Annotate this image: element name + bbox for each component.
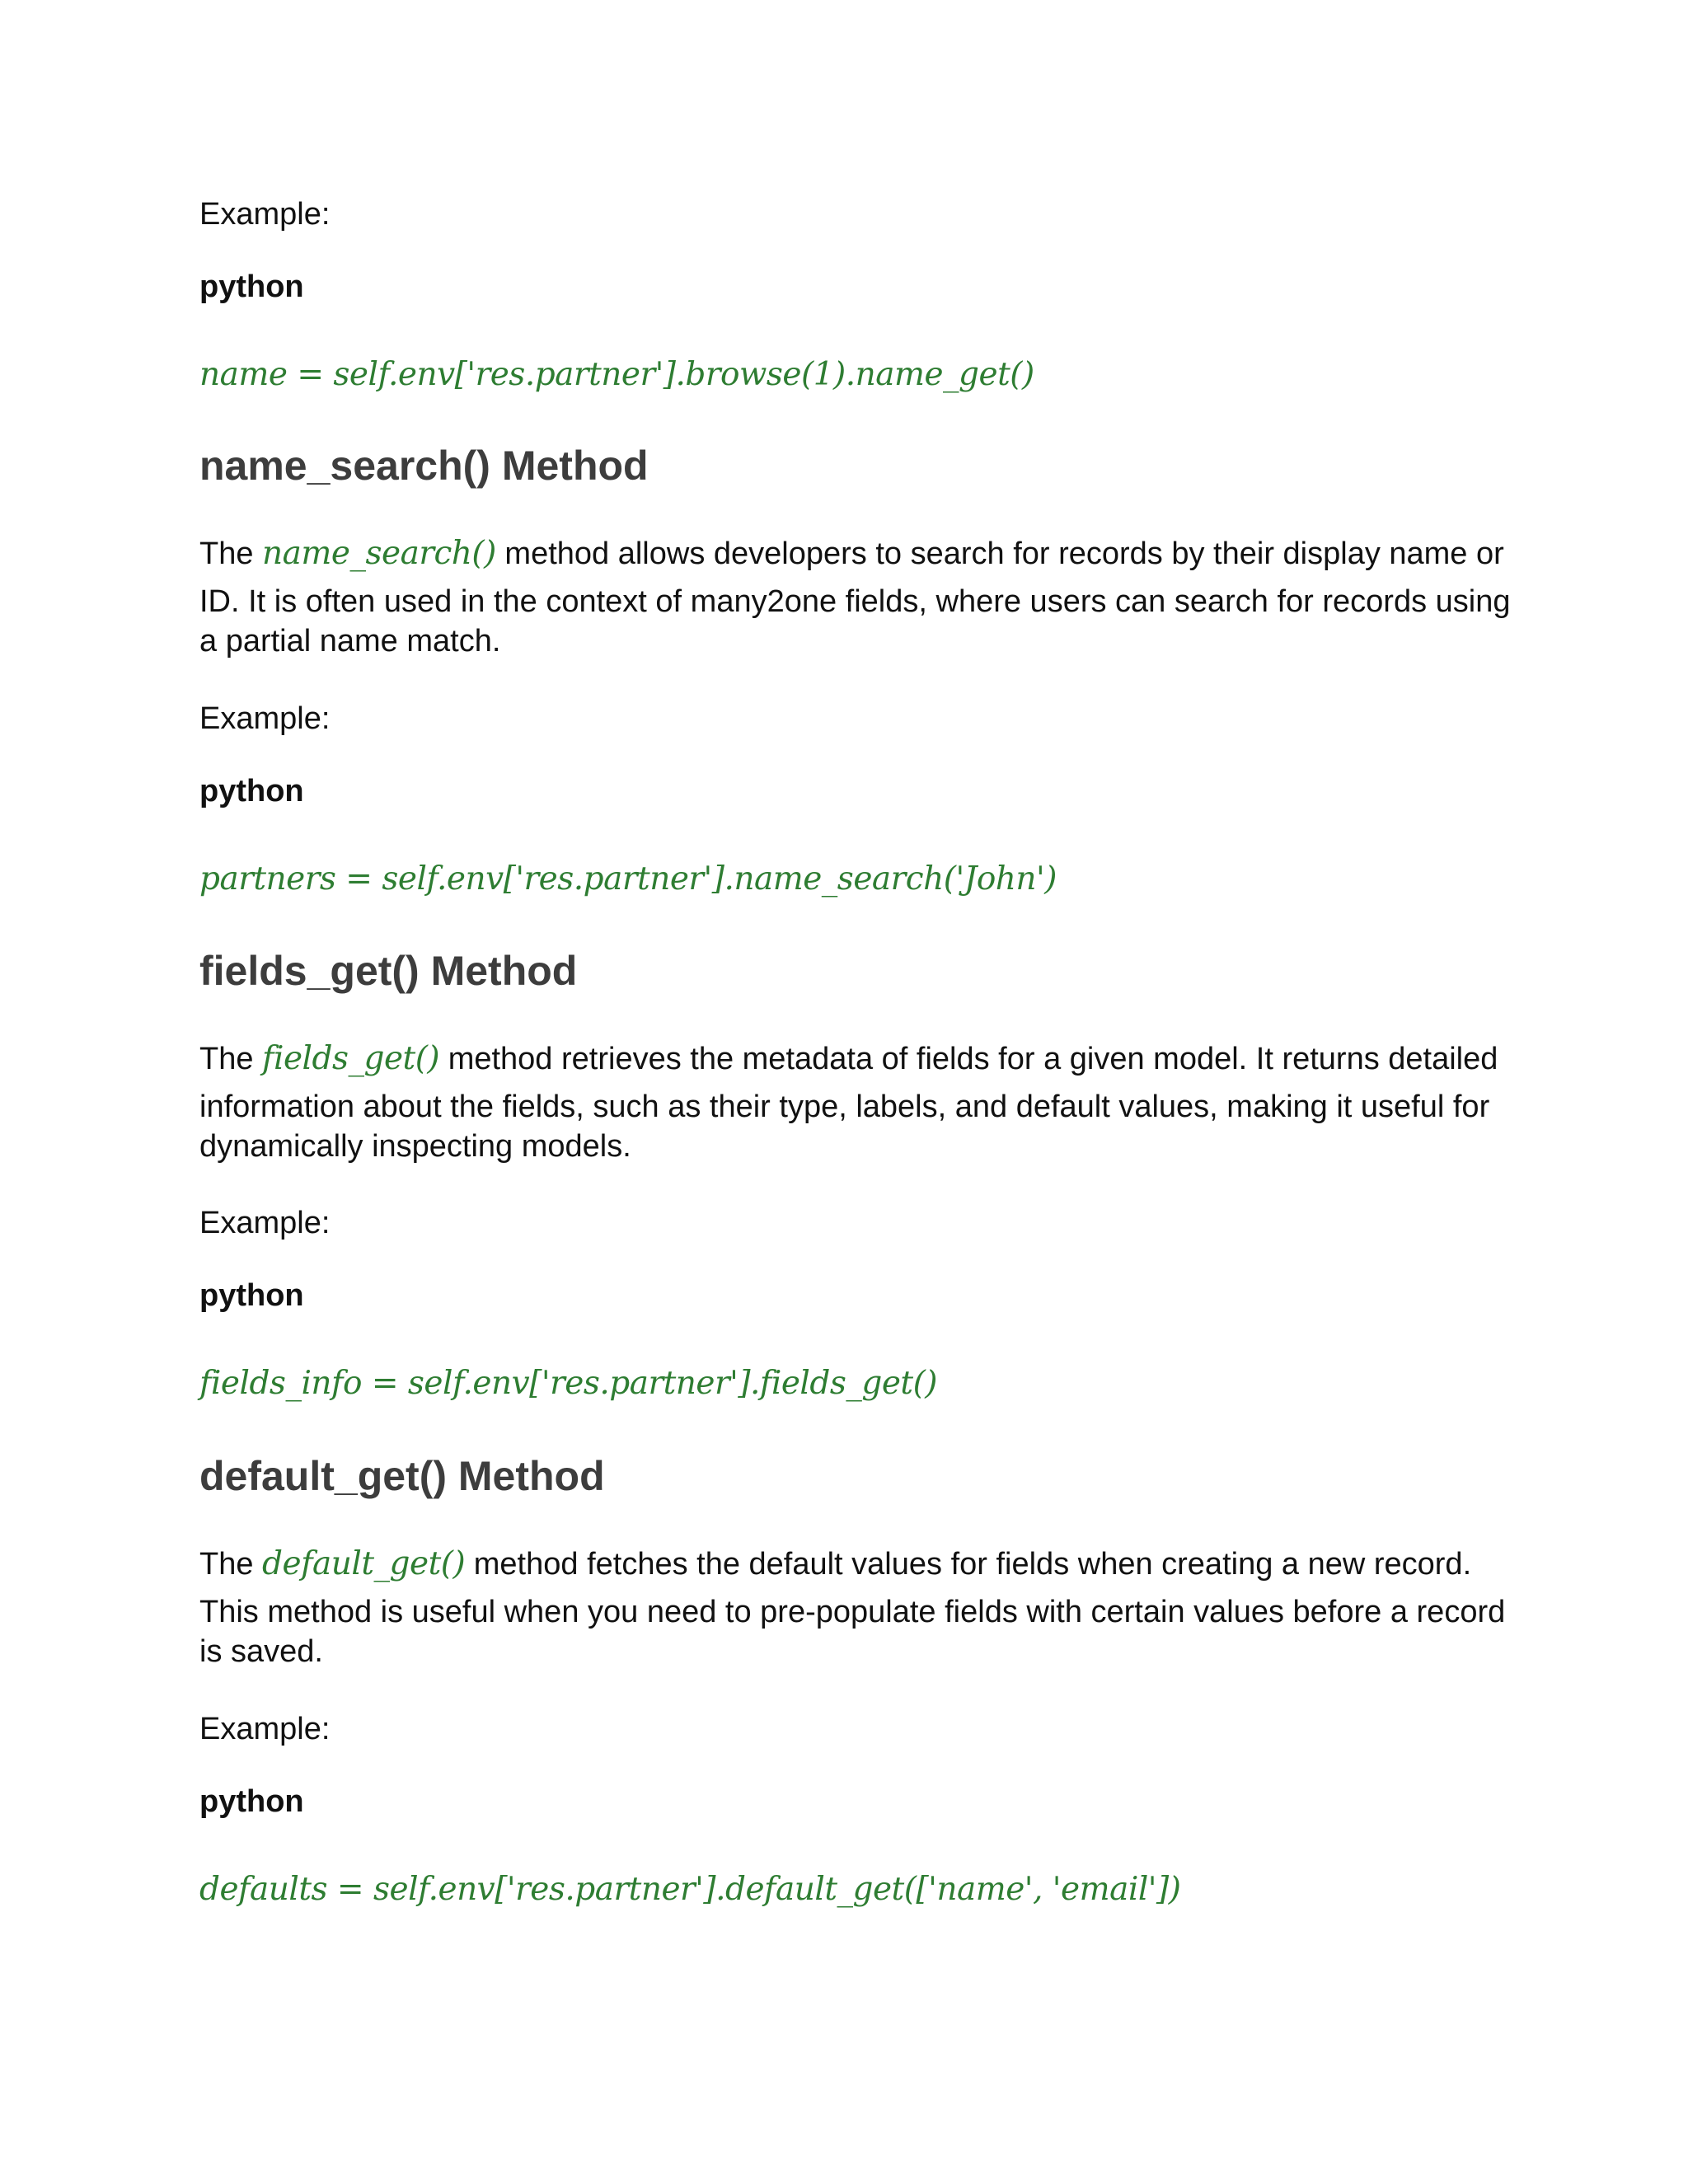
code-language-label: python bbox=[199, 1784, 304, 1819]
example-label: Example: bbox=[199, 197, 331, 232]
section-heading: default_get() Method bbox=[199, 1453, 605, 1499]
example-label: Example: bbox=[199, 1712, 331, 1746]
paragraph-line: is saved. bbox=[199, 1634, 323, 1669]
code-language-label: python bbox=[199, 774, 304, 808]
paragraph-line: This method is useful when you need to pre-populate fields with certain values before a record bbox=[199, 1595, 1506, 1629]
paragraph-text: method allows developers to search for records by their display name or bbox=[495, 537, 1504, 571]
paragraph-text: method retrieves the metadata of fields for a given model. It returns detailed bbox=[439, 1042, 1498, 1076]
example-label: Example: bbox=[199, 701, 331, 736]
paragraph-line bbox=[199, 534, 1504, 574]
inline-code: default_get() bbox=[262, 1545, 466, 1582]
section-heading: name_search() Method bbox=[199, 443, 649, 489]
section-heading: fields_get() Method bbox=[199, 948, 578, 994]
paragraph-text: The bbox=[199, 1042, 263, 1076]
paragraph-text: The bbox=[199, 1547, 263, 1582]
paragraph-line: a partial name match. bbox=[199, 624, 501, 658]
code-language-label: python bbox=[199, 269, 304, 304]
paragraph-line: dynamically inspecting models. bbox=[199, 1129, 631, 1164]
paragraph-line: ID. It is often used in the context of many2one fields, where users can search for records using bbox=[199, 584, 1511, 619]
code-language-label: python bbox=[199, 1278, 304, 1313]
code-snippet: name = self.env['res.partner'].browse(1).name_get() bbox=[199, 356, 1034, 393]
paragraph-line: information about the fields, such as their type, labels, and default values, making it useful for bbox=[199, 1090, 1490, 1124]
inline-code: name_search() bbox=[262, 535, 496, 572]
code-snippet: fields_info = self.env['res.partner'].fields_get() bbox=[199, 1365, 938, 1402]
paragraph-text: The bbox=[199, 537, 263, 571]
paragraph-line bbox=[199, 1544, 1485, 1584]
section-paragraph bbox=[199, 1039, 1498, 1166]
section-paragraph bbox=[199, 1544, 1506, 1671]
example-label: Example: bbox=[199, 1206, 331, 1240]
paragraph-text: method fetches the default values for fields when creating a new record. bbox=[465, 1547, 1472, 1582]
inline-code: fields_get() bbox=[262, 1040, 440, 1077]
paragraph-line bbox=[199, 1039, 1498, 1079]
code-snippet: defaults = self.env['res.partner'].default_get(['name', 'email']) bbox=[199, 1871, 1181, 1908]
section-paragraph bbox=[199, 534, 1511, 661]
code-snippet: partners = self.env['res.partner'].name_search('John') bbox=[199, 860, 1057, 898]
